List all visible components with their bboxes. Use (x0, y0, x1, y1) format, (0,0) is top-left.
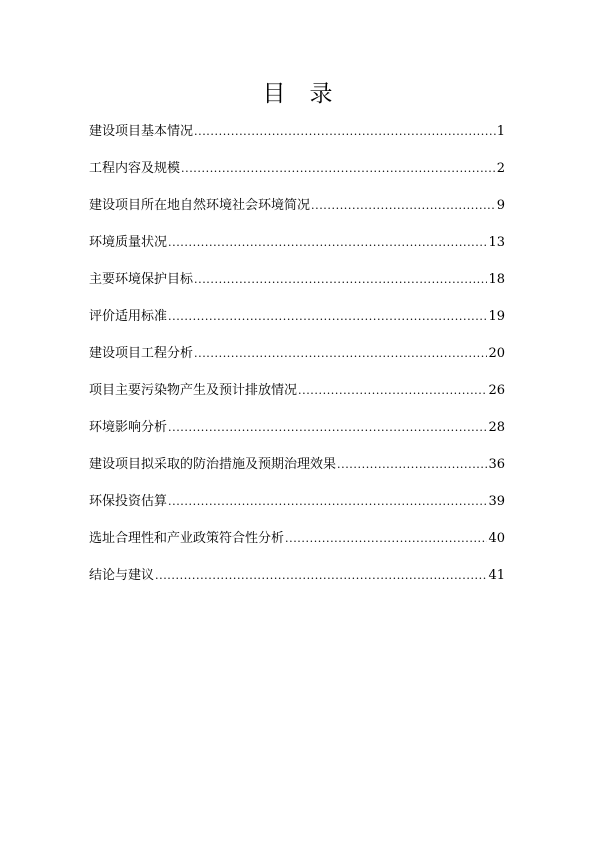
toc-entry-page: 2 (496, 161, 505, 176)
toc-entry[interactable] (89, 418, 505, 455)
toc-leader (168, 418, 487, 438)
toc-entry[interactable] (89, 270, 505, 307)
toc-entry-page: 1 (496, 124, 505, 139)
toc-entry-label: 主要环境保护目标 (89, 272, 194, 287)
toc-entry-page: 19 (488, 309, 505, 324)
toc-entry-label: 建设项目所在地自然环境社会环境简况 (89, 198, 311, 213)
toc-entry-label: 环境影响分析 (89, 420, 168, 435)
toc-entry-label: 项目主要污染物产生及预计排放情况 (89, 383, 298, 398)
toc-entry-label: 评价适用标准 (89, 309, 168, 324)
toc-entry[interactable] (89, 529, 505, 566)
toc-leader (285, 529, 487, 549)
toc-entry-label: 选址合理性和产业政策符合性分析 (89, 531, 285, 546)
toc-entry-label: 环保投资估算 (89, 494, 168, 509)
toc-entry[interactable] (89, 307, 505, 344)
toc-entry-label: 建设项目拟采取的防治措施及预期治理效果 (89, 457, 337, 472)
toc-entry-page: 18 (488, 272, 505, 287)
toc-entry[interactable] (89, 381, 505, 418)
toc-entry-page: 41 (488, 568, 505, 583)
toc-entry[interactable] (89, 344, 505, 381)
toc-leader (181, 159, 496, 179)
toc-entry[interactable] (89, 566, 505, 603)
toc-leader (168, 307, 487, 327)
toc-leader (298, 381, 487, 401)
toc-leader (311, 196, 496, 216)
toc-leader (194, 270, 487, 290)
toc-entry-label: 环境质量状况 (89, 235, 168, 250)
toc-leader (337, 455, 487, 475)
toc-entry[interactable] (89, 492, 505, 529)
toc-leader (194, 122, 496, 142)
table-of-contents (89, 122, 505, 603)
toc-entry[interactable] (89, 455, 505, 492)
toc-entry-page: 36 (488, 457, 505, 472)
toc-entry-page: 9 (496, 198, 505, 213)
toc-leader (155, 566, 487, 586)
toc-leader (168, 233, 487, 253)
toc-entry[interactable] (89, 233, 505, 270)
page-title-char: 目 (262, 81, 286, 107)
toc-entry[interactable] (89, 196, 505, 233)
toc-entry-page: 28 (488, 420, 505, 435)
toc-entry-page: 39 (488, 494, 505, 509)
toc-entry[interactable] (89, 159, 505, 196)
toc-entry-page: 20 (488, 346, 505, 361)
toc-entry-label: 工程内容及规模 (89, 161, 181, 176)
toc-entry-label: 建设项目基本情况 (89, 124, 194, 139)
toc-entry[interactable] (89, 122, 505, 159)
toc-entry-page: 40 (488, 531, 505, 546)
page-title-char: 录 (309, 81, 333, 107)
toc-entry-label: 结论与建议 (89, 568, 155, 583)
toc-leader (168, 492, 487, 512)
toc-entry-label: 建设项目工程分析 (89, 346, 194, 361)
toc-leader (194, 344, 487, 364)
toc-entry-page: 26 (488, 383, 505, 398)
page-title (0, 80, 595, 108)
toc-entry-page: 13 (488, 235, 505, 250)
